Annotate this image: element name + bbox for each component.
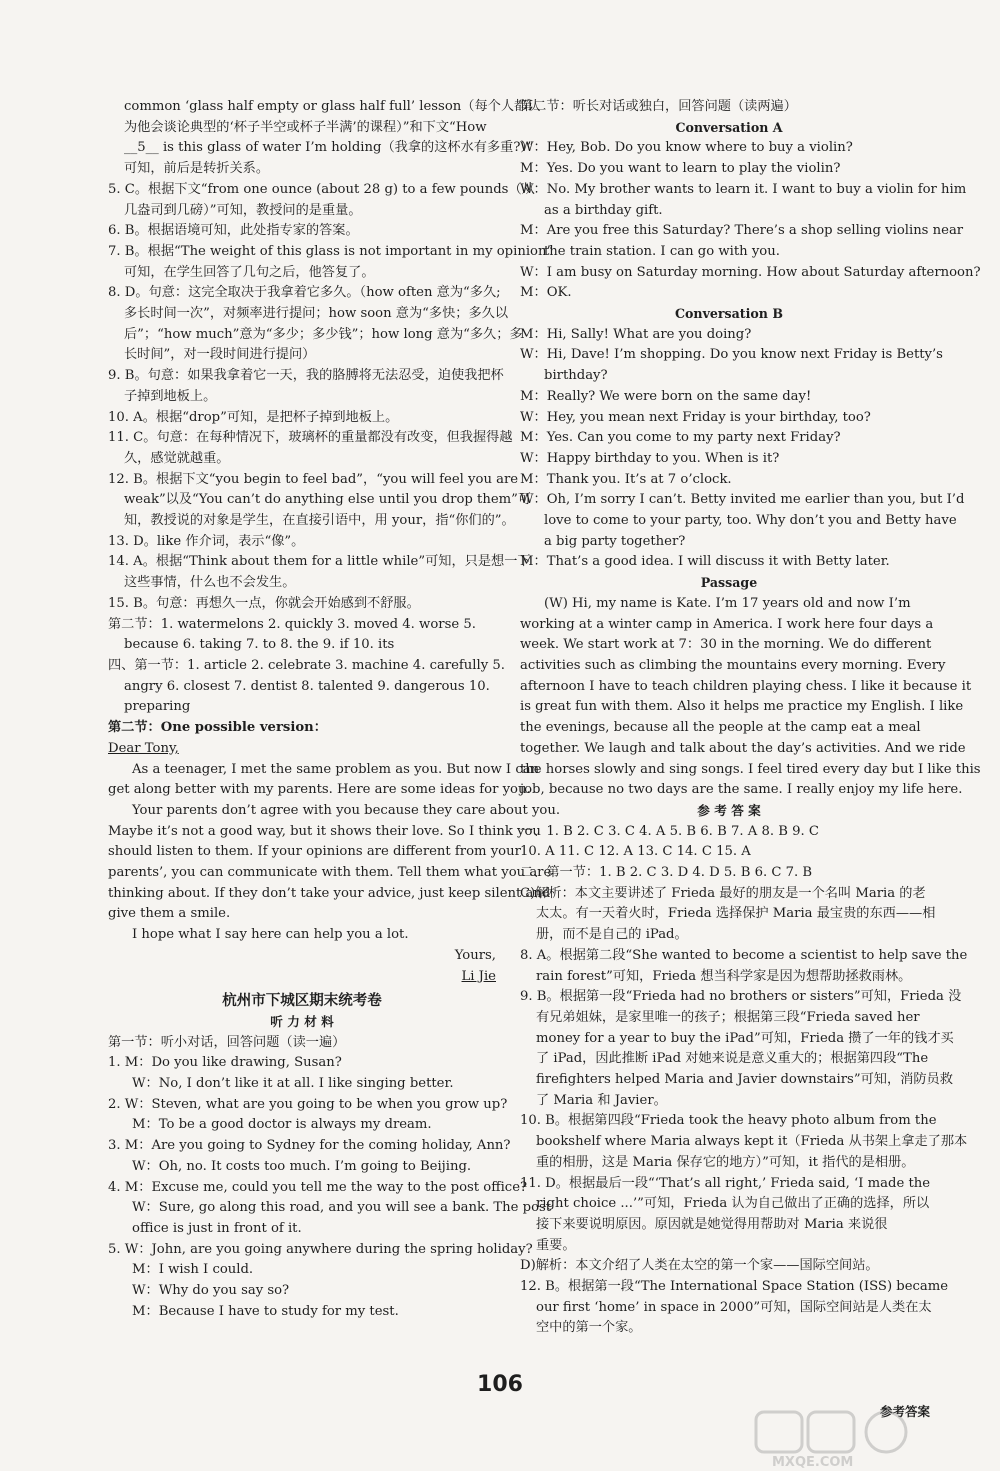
- answer-line: 13. D。like 作介词，表示“像”。: [108, 533, 305, 549]
- answer-line: 第二节：1. watermelons 2. quickly 3. moved 4. worse 5.: [108, 616, 476, 632]
- answer-line: 9. B。句意：如果我拿着它一天，我的胳膊将无法忍受，迫使我把杯: [108, 368, 504, 384]
- essay-greeting: Dear Tony,: [108, 740, 179, 756]
- dialogue-line: love to come to your party, too. Why don’t you and Betty have: [544, 513, 957, 529]
- dialogue-line: W：Oh, I’m sorry I can’t. Betty invited me earlier than you, but I’d: [520, 492, 965, 508]
- answer-line: 10. A 11. C 12. A 13. C 14. C 15. A: [520, 844, 751, 860]
- section2-heading: 第二节：听长对话或独白，回答问题（读两遍）: [520, 99, 797, 114]
- answer-line: 9. B。根据第一段“Frieda had no brothers or sisters”可知，Frieda 没: [520, 989, 962, 1005]
- answer-line: because 6. taking 7. to 8. the 9. if 10. its: [124, 637, 395, 653]
- dialogue-line: W：No, I don’t like it at all. I like singing better.: [132, 1076, 454, 1092]
- passage-line: job, because no two days are the same. I really enjoy my life here.: [520, 782, 963, 798]
- answer-line: 了 iPad，因此推断 iPad 对她来说是意义重大的；根据第四段“The: [536, 1051, 929, 1067]
- exam-subtitle: 听 力 材 料: [270, 1013, 334, 1029]
- dialogue-line: 2. W：Steven, what are you going to be when you grow up?: [108, 1096, 508, 1112]
- essay-line: get along better with my parents. Here are some ideas for you.: [108, 782, 531, 798]
- dialogue-line: W：Sure, go along this road, and you will see a bank. The post: [132, 1200, 552, 1216]
- dialogue-line: W：Hi, Dave! I’m shopping. Do you know next Friday is Betty’s: [520, 347, 943, 363]
- answer-line: 重的相册，这是 Maria 保存它的地方）”可知，it 指代的是相册。: [536, 1154, 915, 1170]
- answer-line: our first ‘home’ in space in 2000”可知，国际空间站是人类在太: [536, 1299, 932, 1315]
- answer-line: 重要。: [536, 1237, 576, 1253]
- watermark-logo: [752, 1408, 962, 1468]
- conversation-b-title: Conversation B: [675, 306, 783, 322]
- answer-line: 可知，在学生回答了几句之后，他答复了。: [124, 264, 375, 280]
- answer-line: 10. A。根据“drop”可知，是把杯子掉到地板上。: [108, 409, 399, 425]
- dialogue-line: M：Yes. Can you come to my party next Friday?: [520, 430, 841, 446]
- answer-line: weak”以及“You can’t do anything else until you drop them”可: [124, 492, 532, 508]
- page-number: 106: [477, 1372, 523, 1397]
- passage-line: week. We start work at 7：30 in the morning. We do different: [520, 637, 932, 653]
- passage-line: working at a winter camp in America. I work here four days a: [520, 616, 934, 632]
- passage-line: is great fun with them. Also it helps me practice my English. I like: [520, 699, 964, 715]
- dialogue-line: W：Hey, Bob. Do you know where to buy a violin?: [520, 140, 853, 156]
- answer-line: 后”；“how much”意为“多少；多少钱”；how long 意为“多久；多: [124, 326, 523, 342]
- answer-line: 12. B。根据第一段“The International Space Station (ISS) became: [520, 1279, 949, 1295]
- dialogue-line: W：Why do you say so?: [132, 1283, 290, 1299]
- answer-line: 10. B。根据第四段“Frieda took the heavy photo album from the: [520, 1113, 937, 1129]
- dialogue-line: 1. M：Do you like drawing, Susan?: [108, 1055, 342, 1071]
- dialogue-line: M：Are you free this Saturday? There’s a shop selling violins near: [520, 223, 964, 239]
- passage-line: the horses slowly and sing songs. I feel tired every day but I like this: [520, 761, 981, 777]
- answer-line: 长时间”，对一段时间进行提问）: [124, 347, 316, 363]
- dialogue-line: M：Thank you. It’s at 7 o’clock.: [520, 471, 732, 487]
- answers: [520, 822, 968, 1340]
- right-column: [520, 97, 981, 1339]
- essay-line: As a teenager, I met the same problem as you. But now I can: [132, 761, 540, 777]
- dialogue-line: W：Hey, you mean next Friday is your birthday, too?: [520, 409, 871, 425]
- dialogue-line: 4. M：Excuse me, could you tell me the way to the post office?: [108, 1179, 528, 1195]
- passage: [520, 594, 981, 801]
- answer-line: bookshelf where Maria always kept it（Frieda 从书架上拿走了那本: [536, 1134, 968, 1150]
- dialogue-line: M：Because I have to study for my test.: [132, 1303, 399, 1319]
- svg-text:MXQE.COM: MXQE.COM: [772, 1455, 854, 1470]
- dialogue-line: M：Hi, Sally! What are you doing?: [520, 326, 752, 342]
- answer-line: 四、第一节：1. article 2. celebrate 3. machine 4. carefully 5.: [108, 657, 505, 673]
- dialogue-line: as a birthday gift.: [544, 202, 663, 218]
- answer-line: 空中的第一个家。: [536, 1320, 642, 1336]
- dialogue-line: M：OK.: [520, 285, 572, 301]
- passage-line: (W) Hi, my name is Kate. I’m 17 years old and now I’m: [544, 595, 911, 611]
- answer-line: common ‘glass half empty or glass half full’ lesson（每个人都认: [124, 99, 541, 114]
- dialogue-line: office is just in front of it.: [132, 1220, 302, 1236]
- answer-line: 了 Maria 和 Javier。: [536, 1092, 667, 1108]
- passage-line: together. We laugh and talk about the day’s activities. And we ride: [520, 740, 966, 756]
- dialogue-line: M：That’s a good idea. I will discuss it with Betty later.: [520, 554, 890, 570]
- answer-line: 11. C。句意：在每种情况下，玻璃杯的重量都没有改变，但我握得越: [108, 430, 513, 446]
- exam-title: 杭州市下城区期末统考卷: [222, 992, 382, 1010]
- answer-line: 8. D。句意：这完全取决于我拿着它多久。（how often 意为“多久;: [108, 285, 501, 301]
- answer-line: 5. C。根据下文“from one ounce (about 28 g) to a few pounds（从: [108, 181, 535, 197]
- answer-line: 一、1. B 2. C 3. C 4. A 5. B 6. B 7. A 8. B 9. C: [520, 823, 819, 839]
- dialogue-line: W：I am busy on Saturday morning. How about Saturday afternoon?: [520, 264, 981, 280]
- dialogue-line: M：I wish I could.: [132, 1262, 254, 1278]
- footer-label: 参考答案: [879, 1404, 930, 1419]
- dialogue-line: 3. M：Are you going to Sydney for the coming holiday, Ann?: [108, 1138, 511, 1154]
- answer-line: 知，教授说的对象是学生，在直接引语中，用 your，指“你们的”。: [124, 513, 515, 529]
- answer-line: D)解析：本文介绍了人类在太空的第一个家——国际空间站。: [520, 1258, 879, 1274]
- essay-line: Maybe it’s not a good way, but it shows their love. So I think you: [108, 823, 541, 839]
- answer-line: angry 6. closest 7. dentist 8. talented 9. dangerous 10.: [124, 678, 490, 694]
- section1-heading: 第一节：听小对话，回答问题（读一遍）: [108, 1034, 346, 1050]
- dialogue-line: M：Really? We were born on the same day!: [520, 388, 812, 404]
- dialogue-line: M：To be a good doctor is always my dream.: [132, 1117, 432, 1133]
- answer-line: 几盎司到几磅）”可知，教授问的是重量。: [124, 202, 362, 218]
- passage-title: Passage: [700, 575, 758, 591]
- answer-line: C)解析：本文主要讲述了 Frieda 最好的朋友是一个名叫 Maria 的老: [520, 885, 926, 901]
- dialogue-line: M：Yes. Do you want to learn to play the violin?: [520, 161, 841, 177]
- dialogue-line: W：Happy birthday to you. When is it?: [520, 450, 780, 466]
- dialogue-line: birthday?: [544, 368, 608, 384]
- essay-line: I hope what I say here can help you a lot.: [132, 927, 409, 943]
- conversation-b: [520, 325, 965, 573]
- answer-line: right choice ...’”可知，Frieda 认为自己做出了正确的选择，所以: [536, 1196, 930, 1212]
- answer-line: 二、第一节：1. B 2. C 3. D 4. D 5. B 6. C 7. B: [520, 865, 813, 881]
- answer-line: 接下来要说明原因。原因就是她觉得用帮助对 Maria 来说很: [536, 1216, 888, 1232]
- answer-line: 6. B。根据语境可知，此处指专家的答案。: [108, 223, 359, 239]
- essay-line: Your parents don’t agree with you because they care about you.: [132, 802, 561, 818]
- answer-line: 久，感觉就越重。: [124, 450, 230, 466]
- essay-body: [108, 760, 561, 946]
- answer-line: 8. A。根据第二段“She wanted to become a scientist to help save the: [520, 947, 968, 963]
- answers-title: 参 考 答 案: [697, 802, 761, 818]
- essay-closing: Yours,: [454, 947, 496, 963]
- dialogue-line: W：Oh, no. It costs too much. I’m going to Beijing.: [132, 1158, 472, 1174]
- essay-line: parents’, you can communicate with them. Tell them what you are: [108, 865, 552, 881]
- answer-line: 可知，前后是转折关系。: [124, 161, 270, 177]
- dialogue-line: 5. W：John, are you going anywhere during the spring holiday?: [108, 1241, 533, 1257]
- answer-line: 多长时间一次”，对频率进行提问；how soon 意为“多快；多久以: [124, 306, 509, 322]
- essay-heading: 第二节：One possible version：: [108, 720, 327, 736]
- answer-line: 有兄弟姐妹，是家里唯一的孩子；根据第三段“Frieda saved her: [536, 1009, 920, 1025]
- answer-line: 这些事情，什么也不会发生。: [124, 575, 296, 591]
- essay-line: thinking about. If they don’t take your advice, just keep silent and: [108, 885, 551, 901]
- passage-line: activities such as climbing the mountains every morning. Every: [520, 657, 946, 673]
- essay-signature: Li Jie: [461, 968, 496, 984]
- answer-line: 7. B。根据“The weight of this glass is not important in my opinion”: [108, 243, 554, 259]
- answer-line: 太太。有一天着火时，Frieda 选择保护 Maria 最宝贵的东西——相: [536, 906, 936, 922]
- answer-line: 12. B。根据下文“you begin to feel bad”，“you will feel you are: [108, 471, 519, 487]
- conversation-a: [520, 138, 981, 304]
- answer-line: rain forest”可知，Frieda 想当科学家是因为想帮助拯救雨林。: [536, 968, 912, 984]
- dialogue-line: the train station. I can go with you.: [544, 243, 780, 259]
- passage-line: the evenings, because all the people at the camp eat a meal: [520, 720, 921, 736]
- essay-line: should listen to them. If your opinions are different from your: [108, 844, 521, 860]
- answer-line: 册，而不是自己的 iPad。: [536, 927, 688, 943]
- passage-line: afternoon I have to teach children playing chess. I like it because it: [520, 678, 972, 694]
- answer-line: 15. B。句意：再想久一点，你就会开始感到不舒服。: [108, 595, 420, 611]
- answer-line: 子掉到地板上。: [124, 388, 217, 404]
- dialogue-line: W：No. My brother wants to learn it. I want to buy a violin for him: [520, 181, 967, 197]
- essay-line: give them a smile.: [108, 906, 231, 922]
- answer-line: 11. D。根据最后一段“‘That’s all right,’ Frieda said, ‘I made the: [520, 1175, 931, 1191]
- answer-line: 为他会谈论典型的‘杯子半空或杯子半满’的课程）”和下文“How: [124, 119, 487, 135]
- answer-line: preparing: [124, 699, 191, 715]
- conversation-a-title: Conversation A: [675, 119, 783, 135]
- answer-line: firefighters helped Maria and Javier downstairs”可知，消防员救: [536, 1072, 953, 1088]
- dialogue-line: a big party together?: [544, 533, 686, 549]
- listening-dialogues: [108, 1053, 552, 1322]
- answer-line: money for a year to buy the iPad”可知，Frieda 攒了一年的钱才买: [536, 1030, 954, 1046]
- answer-line: 14. A。根据“Think about them for a little while”可知，只是想一下: [108, 554, 531, 570]
- answer-line: __5__ is this glass of water I’m holding（我拿的这杯水有多重?）”: [124, 140, 534, 156]
